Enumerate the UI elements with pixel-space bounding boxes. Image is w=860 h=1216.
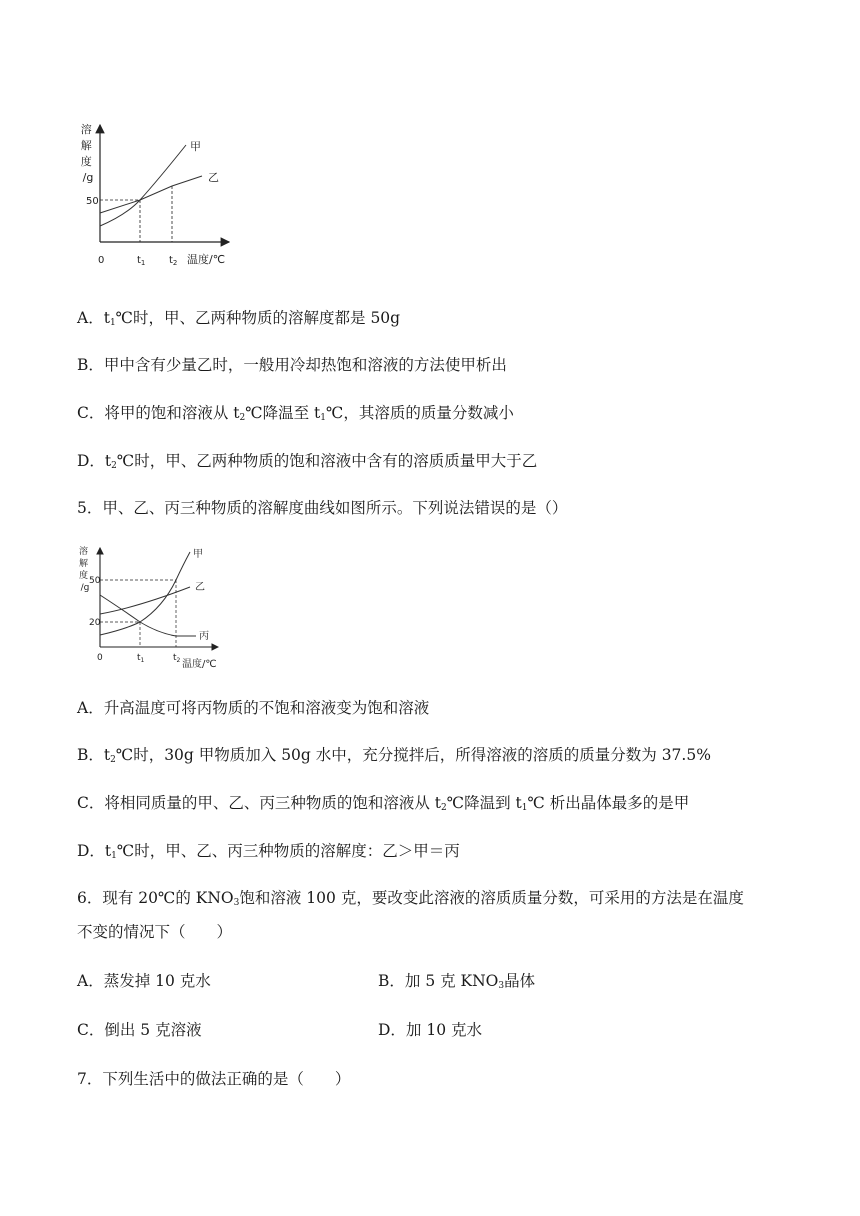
q5-option-c[interactable]: [77, 793, 689, 813]
curve-bing: [100, 595, 196, 636]
text-run: D．t: [77, 452, 112, 470]
q5-option-b[interactable]: [77, 745, 711, 765]
subscript: 2: [111, 461, 117, 471]
curve-yi: [100, 587, 190, 614]
q6-option-b[interactable]: [378, 971, 535, 991]
text-run: ℃时，甲、乙两种物质的溶解度都是 50g: [115, 309, 401, 327]
label-jia: 甲: [190, 140, 201, 153]
text-run: B．加 5 克 KNO: [378, 972, 499, 990]
text-run: C．将相同质量的甲、乙、丙三种物质的饱和溶液从 t: [77, 794, 442, 812]
label-bing: 丙: [199, 631, 209, 642]
x-tick-t1: $t_1$: [137, 255, 146, 267]
x-tick-t2: $t_2$: [173, 653, 181, 664]
q4-option-a[interactable]: [77, 308, 400, 328]
text-run: B．甲中含有少量乙时，一般用冷却热饱和溶液的方法使甲析出: [77, 356, 507, 374]
q5-option-d[interactable]: [77, 841, 460, 861]
q6-option-d[interactable]: [378, 1020, 482, 1040]
solubility-chart-1: [78, 120, 238, 270]
x-axis-label: 温度/℃: [182, 659, 217, 670]
curve-yi: [100, 176, 202, 213]
x-origin-label: 0: [97, 653, 103, 663]
text-run: ℃时，甲、乙、丙三种物质的溶解度：乙＞甲＝丙: [116, 842, 460, 860]
q4-option-d[interactable]: [77, 451, 537, 471]
text-run: A．升高温度可将丙物质的不饱和溶液变为饱和溶液: [77, 699, 430, 717]
text-run: D．加 10 克水: [378, 1021, 483, 1039]
text-run: ℃ 析出晶体最多的是甲: [527, 794, 690, 812]
q5-option-a[interactable]: [77, 698, 429, 718]
label-yi: 乙: [208, 171, 219, 184]
subscript: 1: [320, 413, 326, 423]
q6-option-a[interactable]: [77, 971, 211, 991]
text-run: ℃时，30g 甲物质加入 50g 水中，充分搅拌后，所得溶液的溶质的质量分数为 37.5%: [115, 746, 711, 764]
x-tick-t1: $t_1$: [137, 653, 145, 664]
x-axis-label: 温度/℃: [187, 253, 226, 266]
text-run: ℃降温到 t: [446, 794, 522, 812]
x-tick-t2: $t_2$: [169, 255, 178, 267]
y-tick-50: 50: [86, 196, 99, 207]
q6-stem-line2: 不变的情况下（ ）: [77, 923, 233, 941]
subscript: 2: [441, 803, 447, 813]
text-run: C．倒出 5 克溶液: [77, 1021, 202, 1039]
q4-option-b[interactable]: [77, 355, 507, 375]
solubility-chart-2: [78, 545, 228, 675]
subscript: 1: [109, 318, 116, 328]
label-yi: 乙: [195, 582, 205, 593]
text-run: 饱和溶液 100 克，要改变此溶液的溶质质量分数，可采用的方法是在温度: [239, 889, 744, 907]
text-run: ℃，其溶质的质量分数减小: [326, 404, 514, 422]
y-axis-label: 溶 解 度 /g: [80, 123, 94, 184]
text-run: A．蒸发掉 10 克水: [77, 972, 211, 990]
subscript: 3: [498, 981, 505, 991]
text-run: B．t: [77, 746, 111, 764]
subscript: 2: [239, 413, 246, 423]
y-axis-label: 溶 解 度 /g: [79, 547, 90, 593]
text-run: 6．现有 20℃的 KNO: [77, 889, 234, 907]
y-tick-20: 20: [89, 618, 101, 628]
q6-option-c[interactable]: [77, 1020, 202, 1040]
q6-stem-line1: [77, 888, 744, 908]
text-run: 晶体: [504, 972, 536, 990]
text-run: C．将甲的饱和溶液从 t: [77, 404, 240, 422]
text-run: D．t: [77, 842, 112, 860]
subscript: 1: [521, 803, 528, 813]
text-run: ℃降温至 t: [245, 404, 321, 422]
q5-stem: 5．甲、乙、丙三种物质的溶解度曲线如图所示。下列说法错误的是（）: [77, 499, 568, 517]
subscript: 2: [110, 755, 116, 765]
curve-jia: [100, 552, 190, 635]
y-tick-50: 50: [89, 576, 101, 586]
text-run: A．t: [77, 309, 110, 327]
q7-stem: 7．下列生活中的做法正确的是（ ）: [77, 1070, 351, 1088]
x-origin-label: 0: [98, 255, 105, 266]
label-jia: 甲: [193, 549, 203, 560]
q4-option-c[interactable]: [77, 403, 514, 423]
subscript: 3: [233, 898, 240, 908]
text-run: ℃时，甲、乙两种物质的饱和溶液中含有的溶质质量甲大于乙: [116, 452, 538, 470]
subscript: 1: [111, 851, 117, 861]
